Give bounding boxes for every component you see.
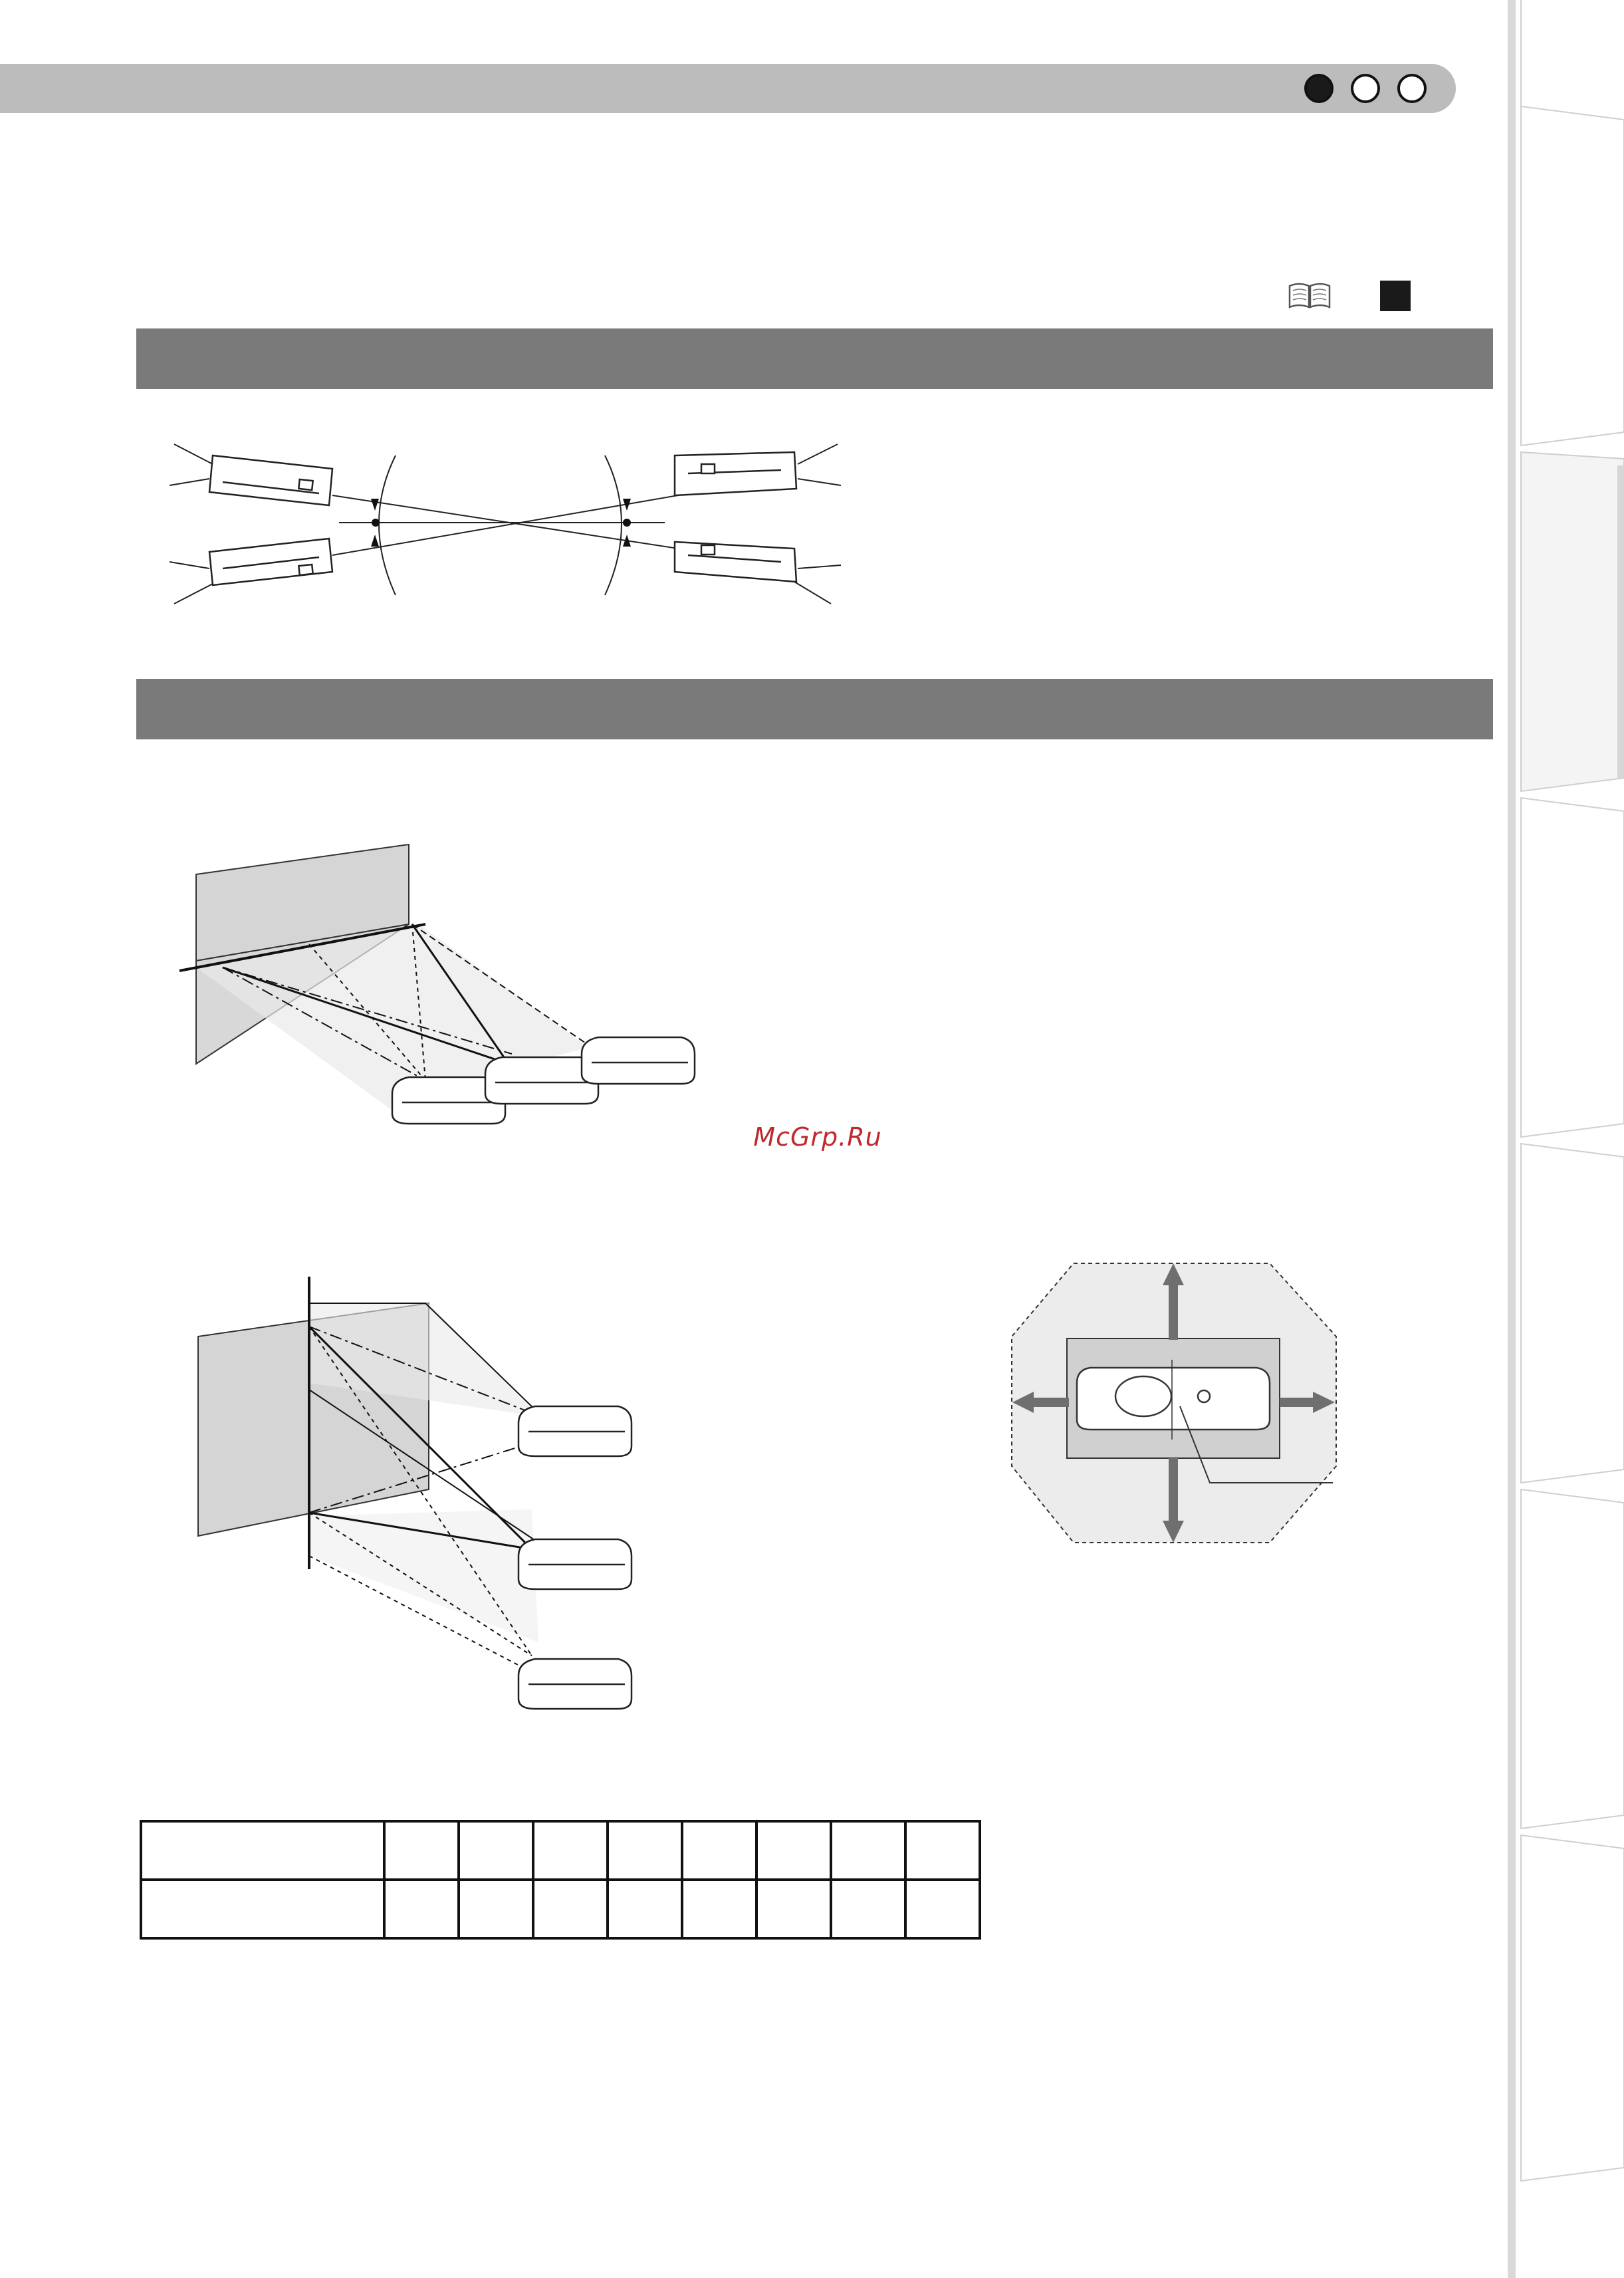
section-bar-2 (136, 679, 1493, 739)
table-cell (756, 1880, 831, 1938)
table-cell (756, 1821, 831, 1880)
projector-top (519, 1406, 632, 1456)
tab-6 (1521, 1835, 1624, 2181)
left-angle-arc (379, 455, 396, 595)
table-cell (459, 1880, 533, 1938)
table-cell (459, 1821, 533, 1880)
table-row (141, 1880, 980, 1938)
table-cell (141, 1880, 384, 1938)
watermark: McGrp.Ru (753, 1122, 882, 1152)
tab-2 (1521, 452, 1624, 791)
projector-bottom-right (675, 542, 796, 582)
table-cell (682, 1880, 756, 1938)
table-cell (905, 1880, 980, 1938)
table-cell (905, 1821, 980, 1880)
black-square-marker (1380, 281, 1411, 311)
table-cell (831, 1821, 905, 1880)
table-cell (682, 1821, 756, 1880)
lens-shift-range-diagram (1007, 1260, 1339, 1546)
section-bar-1 (136, 328, 1493, 389)
tab-1 (1521, 0, 1624, 445)
tab-4 (1521, 1144, 1624, 1483)
projector-top-left (209, 455, 332, 505)
table-cell (533, 1880, 608, 1938)
open-book-icon (1288, 282, 1331, 310)
chapter-dot-1 (1304, 74, 1334, 103)
projector-middle (519, 1539, 632, 1589)
table-cell (608, 1821, 682, 1880)
table-cell (533, 1821, 608, 1880)
tab-3 (1521, 798, 1624, 1137)
projector-right (582, 1037, 695, 1084)
table-cell (141, 1821, 384, 1880)
chapter-header-band (0, 64, 1456, 113)
chapter-dot-2 (1351, 74, 1380, 103)
projector-bottom (519, 1659, 632, 1709)
projector-top-right (675, 452, 796, 495)
chapter-dot-3 (1397, 74, 1427, 103)
projector-bottom-left (209, 539, 332, 585)
tab-5 (1521, 1489, 1624, 1829)
table-cell (384, 1821, 459, 1880)
projector-front (1077, 1360, 1270, 1440)
table-row (141, 1821, 980, 1880)
table-cell (384, 1880, 459, 1938)
active-tab-shadow (1617, 465, 1624, 778)
table-cell (608, 1880, 682, 1938)
horizontal-lens-shift-diagram (173, 831, 718, 1150)
table-cell (831, 1880, 905, 1938)
chapter-index-tabs (1508, 0, 1624, 2278)
vertical-lens-shift-diagram (186, 1270, 651, 1735)
right-angle-arc (605, 455, 622, 595)
tilt-angle-diagram (160, 432, 858, 612)
data-table (140, 1820, 981, 1940)
